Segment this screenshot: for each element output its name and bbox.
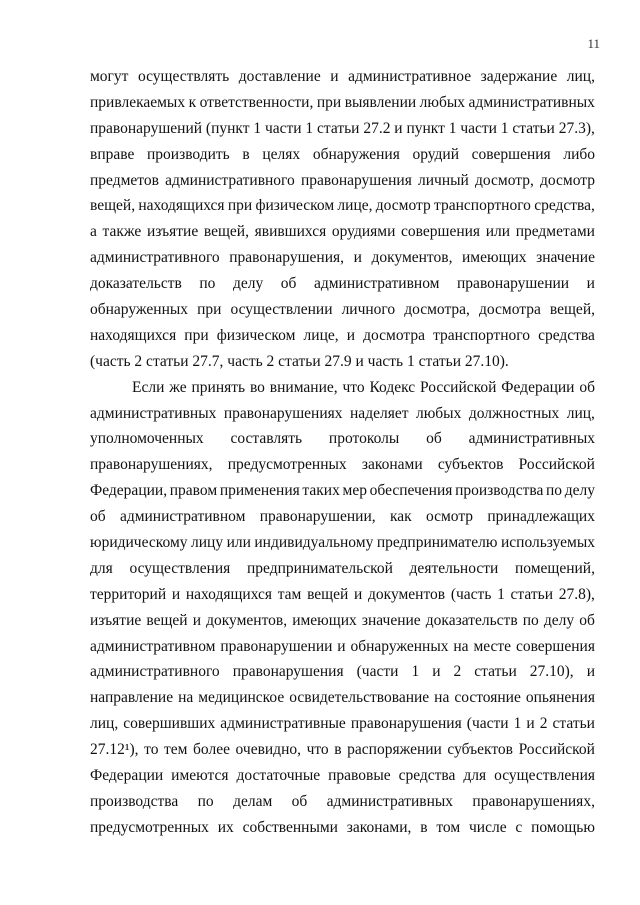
word: 1	[411, 663, 420, 681]
text-line	[90, 168, 595, 194]
word: осуществлять	[137, 68, 230, 85]
text-line	[90, 323, 595, 349]
word: применения	[219, 482, 300, 500]
word: досмотр	[375, 197, 431, 215]
word: предметами	[515, 223, 595, 241]
word: том	[436, 818, 461, 836]
word: любых	[415, 404, 462, 422]
word: также	[102, 223, 142, 241]
word: внимание,	[269, 378, 338, 396]
text-line	[90, 193, 595, 219]
word: значение	[361, 611, 421, 629]
word: по	[199, 275, 216, 293]
word: 27.10),	[529, 663, 574, 681]
word: или	[226, 534, 251, 552]
word: обнаруженных	[350, 637, 449, 655]
word: 27.12¹),	[90, 741, 139, 759]
word: средства	[398, 767, 456, 785]
word: медицинское	[198, 689, 285, 707]
word: составлять	[230, 430, 303, 448]
word: правонарушения	[350, 715, 462, 733]
text-line	[90, 685, 595, 711]
word: обнаруженных	[90, 301, 189, 319]
word: 27.8),	[558, 585, 595, 603]
word: об	[426, 430, 442, 448]
word: правонарушения	[300, 171, 412, 189]
word: и	[586, 663, 595, 681]
word: а	[90, 223, 97, 241]
word: делам	[233, 792, 273, 810]
word: (части	[356, 663, 399, 681]
word: статьи	[552, 715, 595, 733]
word: имеющих	[462, 249, 527, 267]
word: или	[485, 223, 511, 241]
word: части	[460, 119, 497, 137]
text-line	[90, 504, 595, 530]
text-line	[90, 659, 595, 685]
word: во	[249, 378, 265, 396]
word: лице,	[337, 197, 373, 215]
word: доказательств	[90, 275, 182, 293]
word: осуществлении	[230, 301, 333, 319]
word: месте	[473, 637, 512, 655]
word: лице,	[303, 326, 339, 344]
word: производить	[147, 145, 230, 163]
word: досмотр,	[475, 171, 534, 189]
word: же	[169, 378, 187, 396]
word: административном	[313, 275, 440, 293]
word: законами,	[346, 818, 412, 836]
word: лицу	[191, 534, 224, 552]
word: административные	[220, 715, 346, 733]
word: направление	[90, 689, 174, 707]
word: об	[291, 792, 308, 810]
word: и	[330, 68, 339, 85]
word: (часть	[450, 585, 492, 603]
word: вещей	[146, 611, 188, 629]
text-line	[90, 608, 595, 634]
word: и	[346, 326, 356, 344]
word: статьи	[512, 119, 555, 137]
word: для	[463, 767, 487, 785]
word: индивидуальному	[254, 534, 374, 552]
word: (пункт	[205, 119, 250, 137]
word: ответственности,	[199, 93, 314, 111]
word: таких	[302, 482, 340, 500]
text-line	[90, 245, 595, 271]
word: явившихся	[254, 223, 327, 241]
word: правонарушении	[220, 637, 333, 655]
word: совершивших	[123, 715, 216, 733]
word: 1	[500, 119, 509, 137]
word: и	[526, 715, 535, 733]
text-line	[90, 478, 595, 504]
word: Российской	[420, 378, 497, 396]
text-line	[90, 737, 595, 763]
word: достаточные	[236, 767, 321, 785]
text-line	[90, 711, 595, 737]
word: лиц,	[566, 68, 595, 85]
word: уполномоченных	[90, 430, 204, 448]
word: то	[144, 741, 159, 759]
word: субъектов	[437, 456, 504, 474]
word: состояние	[454, 689, 521, 707]
word: целях	[262, 145, 301, 163]
word: части	[264, 119, 302, 137]
word: транспортного	[433, 326, 530, 344]
word: делу	[564, 482, 595, 500]
word: (части	[466, 715, 509, 733]
word: Российской	[518, 456, 595, 474]
word: помещений,	[514, 559, 595, 577]
word: документов	[368, 585, 446, 603]
word: правонарушении	[457, 275, 570, 293]
word: правовые	[328, 767, 391, 785]
word: для	[90, 559, 113, 577]
word: мер	[342, 482, 367, 500]
word: что	[306, 741, 329, 759]
word: административных	[90, 404, 217, 422]
word: Федерации	[90, 767, 164, 785]
word: правонарушения	[232, 663, 344, 681]
word: распоряжении	[347, 741, 442, 759]
word: на	[434, 689, 450, 707]
word: и	[354, 585, 363, 603]
word: правонарушений	[90, 119, 203, 137]
word: административного	[90, 663, 220, 681]
word: как	[389, 508, 412, 526]
word: и	[353, 249, 362, 267]
word: имеются	[171, 767, 229, 785]
word: 27.2	[363, 119, 391, 137]
word: при	[316, 93, 342, 111]
word: административном	[119, 508, 246, 526]
word: Кодекс	[369, 378, 416, 396]
text-line	[90, 64, 595, 90]
word: правонарушениях,	[90, 456, 213, 474]
text-line	[90, 452, 595, 478]
word: об	[280, 275, 297, 293]
word: лиц,	[566, 404, 595, 422]
text-line	[90, 815, 595, 841]
word: 1	[253, 119, 262, 137]
word: Федерации	[501, 378, 575, 396]
word: очевидно,	[235, 741, 301, 759]
word: тем	[164, 741, 188, 759]
word: Российской	[518, 741, 595, 759]
word: делу	[232, 275, 264, 293]
word: обеспечения	[369, 482, 453, 500]
word: при	[227, 197, 253, 215]
word: об	[579, 611, 595, 629]
page-number: 11	[587, 36, 600, 51]
word: вправе	[90, 145, 135, 163]
word: административном	[90, 637, 216, 655]
word: находящихся	[90, 326, 177, 344]
word: правонарушении,	[259, 508, 376, 526]
word: личный	[418, 171, 469, 189]
word: находящихся	[138, 197, 225, 215]
word: досмотра,	[404, 301, 470, 319]
text-line	[90, 271, 595, 297]
word: вещей,	[549, 301, 595, 319]
word: и	[394, 119, 403, 137]
word: об	[579, 378, 595, 396]
word: значение	[536, 249, 595, 267]
word: правонарушения,	[229, 249, 345, 267]
word: наделяет	[350, 404, 409, 422]
word: статьи	[317, 119, 360, 137]
word: и	[192, 611, 201, 629]
text-line	[90, 426, 595, 452]
word: должностных	[468, 404, 560, 422]
word: в	[242, 145, 250, 163]
word: транспортного	[434, 197, 531, 215]
word: производства	[455, 482, 544, 500]
word: в	[420, 818, 428, 836]
word: и	[432, 663, 441, 681]
word: доставление	[238, 68, 321, 85]
word: административных	[326, 792, 454, 810]
word: административных	[468, 93, 595, 111]
word: могут	[90, 68, 129, 85]
text-line	[90, 375, 595, 401]
word: производства	[90, 792, 179, 810]
word: предметов	[90, 171, 159, 189]
word: освидетельствование	[289, 689, 430, 707]
word: статьи	[474, 663, 517, 681]
word: либо	[563, 145, 595, 163]
word: привлекаемых	[90, 93, 186, 111]
word: более	[193, 741, 230, 759]
word: орудиями	[331, 223, 396, 241]
word: административного	[90, 249, 220, 267]
body-text	[90, 64, 595, 841]
word: вещей,	[90, 197, 136, 215]
text-line: (часть 2 статьи 27.7, часть 2 статьи 27.9 и часть 1 статьи 27.10).	[90, 352, 509, 370]
word: досмотра	[363, 326, 425, 344]
word: имеющих	[292, 611, 357, 629]
word: пункт	[406, 119, 445, 137]
word: административное	[348, 68, 472, 85]
word: Федерации,	[90, 482, 168, 500]
word: административного	[165, 171, 295, 189]
word: 1	[513, 715, 522, 733]
word: 1	[448, 119, 457, 137]
word: опьянения	[525, 689, 595, 707]
text-line	[90, 116, 595, 142]
word: и	[337, 637, 346, 655]
word: физическом	[255, 197, 335, 215]
text-line	[90, 634, 595, 660]
word: совершения	[471, 145, 551, 163]
word: орудий	[412, 145, 460, 163]
word: используемых	[500, 534, 595, 552]
word: территорий	[90, 585, 167, 603]
word: правонарушениях,	[472, 792, 595, 810]
word: помощью	[531, 818, 595, 836]
word: на	[178, 689, 194, 707]
word: и	[586, 275, 595, 293]
word: административных	[468, 430, 595, 448]
word: 2	[539, 715, 548, 733]
word: доказательств	[425, 611, 518, 629]
word: там	[277, 585, 302, 603]
word: личного	[341, 301, 396, 319]
word: что	[342, 378, 365, 396]
word: при	[184, 326, 209, 344]
word: по	[546, 482, 563, 500]
word: собственными	[242, 818, 338, 836]
word: задержание	[480, 68, 558, 85]
word: осуществления	[494, 767, 595, 785]
text-line	[90, 763, 595, 789]
word: совершения	[401, 223, 481, 241]
word: с	[515, 818, 523, 836]
text-line	[90, 219, 595, 245]
word: находящихся	[185, 585, 273, 603]
word: совершения	[515, 637, 595, 655]
word: к	[188, 93, 197, 111]
word: вещей,	[203, 223, 249, 241]
text-line	[90, 142, 595, 168]
word: принять	[191, 378, 246, 396]
word: 27.3),	[558, 119, 595, 137]
word: по	[197, 792, 214, 810]
word: досмотр	[540, 171, 595, 189]
word: принадлежащих	[487, 508, 595, 526]
word: средства,	[534, 197, 595, 215]
word: законами	[361, 456, 423, 474]
word: на	[453, 637, 469, 655]
word: лиц,	[90, 715, 119, 733]
word: обнаружения	[312, 145, 400, 163]
word: 2	[453, 663, 462, 681]
word: статьи	[510, 585, 554, 603]
word: правом	[169, 482, 218, 500]
word: вещей	[307, 585, 349, 603]
word: предусмотренных	[227, 456, 347, 474]
word: по	[522, 611, 539, 629]
word: юридическому	[90, 534, 188, 552]
word: 1	[497, 585, 505, 603]
word: об	[90, 508, 106, 526]
word: при	[197, 301, 222, 319]
word: протоколы	[328, 430, 400, 448]
text-line	[90, 401, 595, 427]
word: выявлении	[344, 93, 417, 111]
word: изъятие	[90, 611, 142, 629]
word: изъятие	[146, 223, 199, 241]
word: Если	[132, 378, 165, 396]
word: правонарушениях	[223, 404, 343, 422]
word: предусмотренных	[90, 818, 209, 836]
word: в	[334, 741, 342, 759]
text-line	[90, 90, 595, 116]
word: любых	[419, 93, 466, 111]
word: их	[217, 818, 234, 836]
word: деятельности	[409, 559, 499, 577]
text-line	[90, 789, 595, 815]
word: и	[171, 585, 181, 603]
word: документов,	[371, 249, 453, 267]
text-line	[90, 297, 595, 323]
word: осмотр	[425, 508, 474, 526]
word: досмотра	[478, 301, 541, 319]
word: субъектов	[447, 741, 513, 759]
word: средства	[538, 326, 595, 344]
text-line	[90, 582, 595, 608]
text-line	[90, 530, 595, 556]
word: делу	[543, 611, 575, 629]
word: предпринимателю	[376, 534, 498, 552]
text-line	[90, 556, 595, 582]
word: 1	[305, 119, 314, 137]
word: физическом	[216, 326, 296, 344]
word: документов,	[206, 611, 288, 629]
word: осуществления	[129, 559, 231, 577]
word: предпринимательской	[247, 559, 393, 577]
word: числе	[468, 818, 507, 836]
